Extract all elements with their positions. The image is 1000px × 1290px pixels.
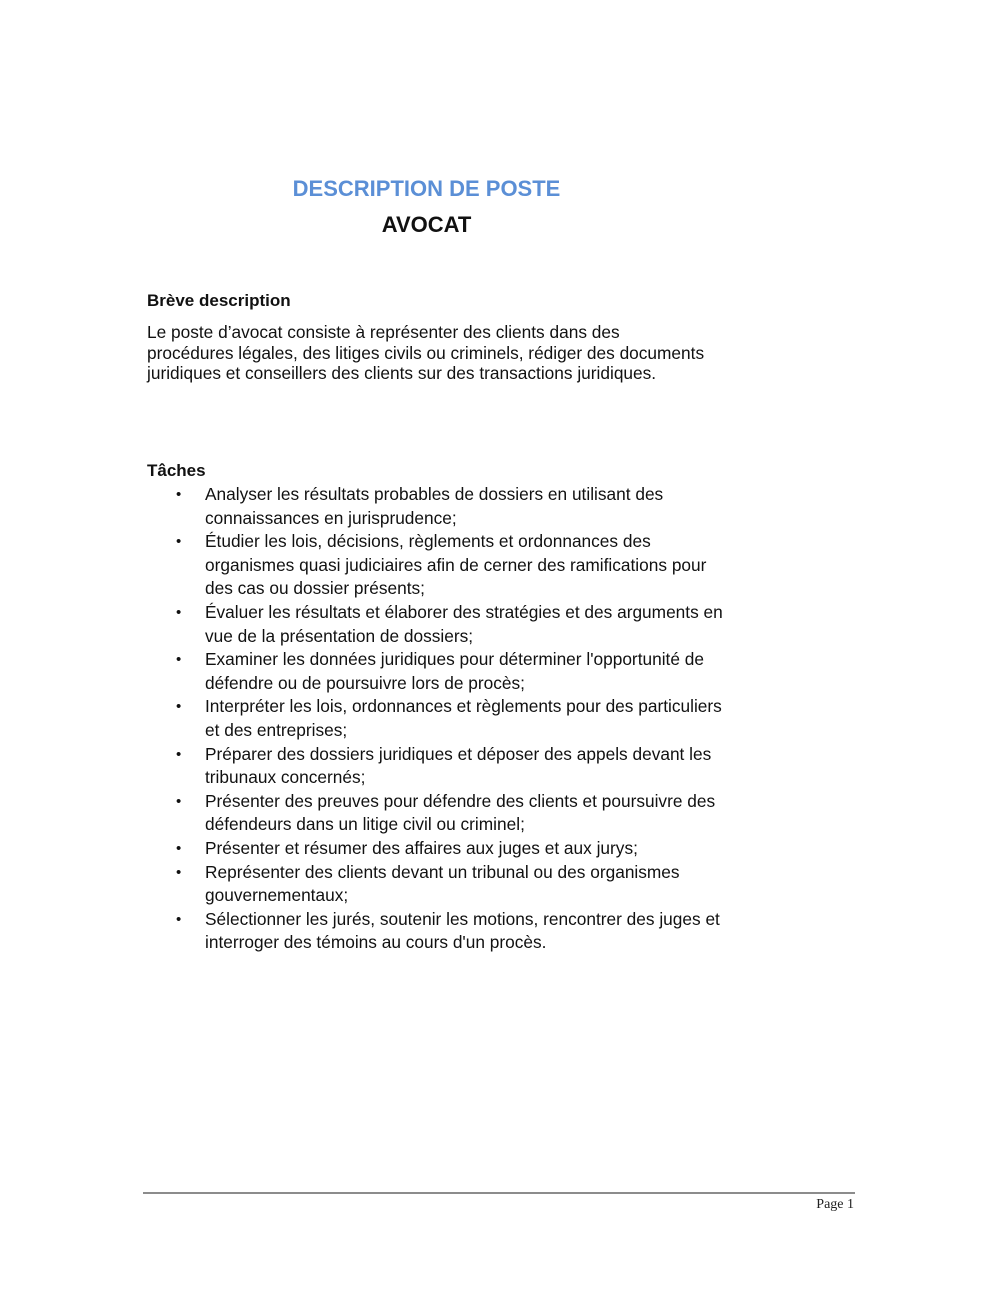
task-text: Analyser les résultats probables de dossiers en utilisant des connaissances en jurisprudence; [205,484,664,528]
task-text: Examiner les données juridiques pour déterminer l'opportunité de défendre ou de poursuivre lors de procès; [205,649,704,693]
task-text: Sélectionner les jurés, soutenir les motions, rencontrer des juges et interroger des témoins au cours d'un procès. [205,908,720,953]
task-item [147,908,727,955]
bullet-icon: • [176,651,182,669]
task-text: Présenter des preuves pour défendre des clients et poursuivre des défendeurs dans un litige civil ou criminel; [205,790,716,835]
task-text: Présenter et résumer des affaires aux juges et aux jurys; [205,837,638,858]
task-text: Évaluer les résultats et élaborer des stratégies et des arguments en vue de la présentation de dossiers; [205,601,723,646]
tasks-heading: Tâches [147,461,206,480]
brief-description-heading: Brève description [147,291,291,310]
task-item [147,530,727,601]
task-text: Préparer des dossiers juridiques et déposer des appels devant les tribunaux concernés; [205,743,712,788]
bullet-icon: • [176,533,182,551]
document-subtitle: AVOCAT [381,212,472,237]
task-item [147,648,727,695]
footer-divider [143,1192,855,1194]
task-text: Étudier les lois, décisions, règlements et ordonnances des organismes quasi judiciaires afin de cerner des ramifications pour des cas ou dossier présents; [205,531,707,599]
task-list [147,483,727,955]
task-item [147,695,727,742]
bullet-icon: • [176,839,182,857]
document-title: DESCRIPTION DE POSTE [292,176,561,201]
bullet-icon: • [176,792,182,810]
bullet-icon: • [176,698,182,716]
task-text: Interpréter les lois, ordonnances et règlements pour des particuliers et des entreprises; [205,696,722,740]
task-item [147,601,727,648]
task-item [147,837,727,861]
bullet-icon: • [176,486,182,503]
bullet-icon: • [176,863,182,881]
bullet-icon: • [176,603,182,621]
page-number: Page 1 [816,1197,854,1212]
task-text: Représenter des clients devant un tribunal ou des organismes gouvernementaux; [205,861,680,906]
task-item [147,861,727,908]
task-item [147,790,727,837]
brief-description-text: Le poste d’avocat consiste à représenter des clients dans des procédures légales, des litiges civils ou criminels, rédiger des documents juridiques et conseillers des clients sur des transactions juridiques. [147,322,705,384]
task-item [147,743,727,790]
bullet-icon: • [176,910,182,928]
bullet-icon: • [176,745,182,763]
task-item [147,483,727,530]
